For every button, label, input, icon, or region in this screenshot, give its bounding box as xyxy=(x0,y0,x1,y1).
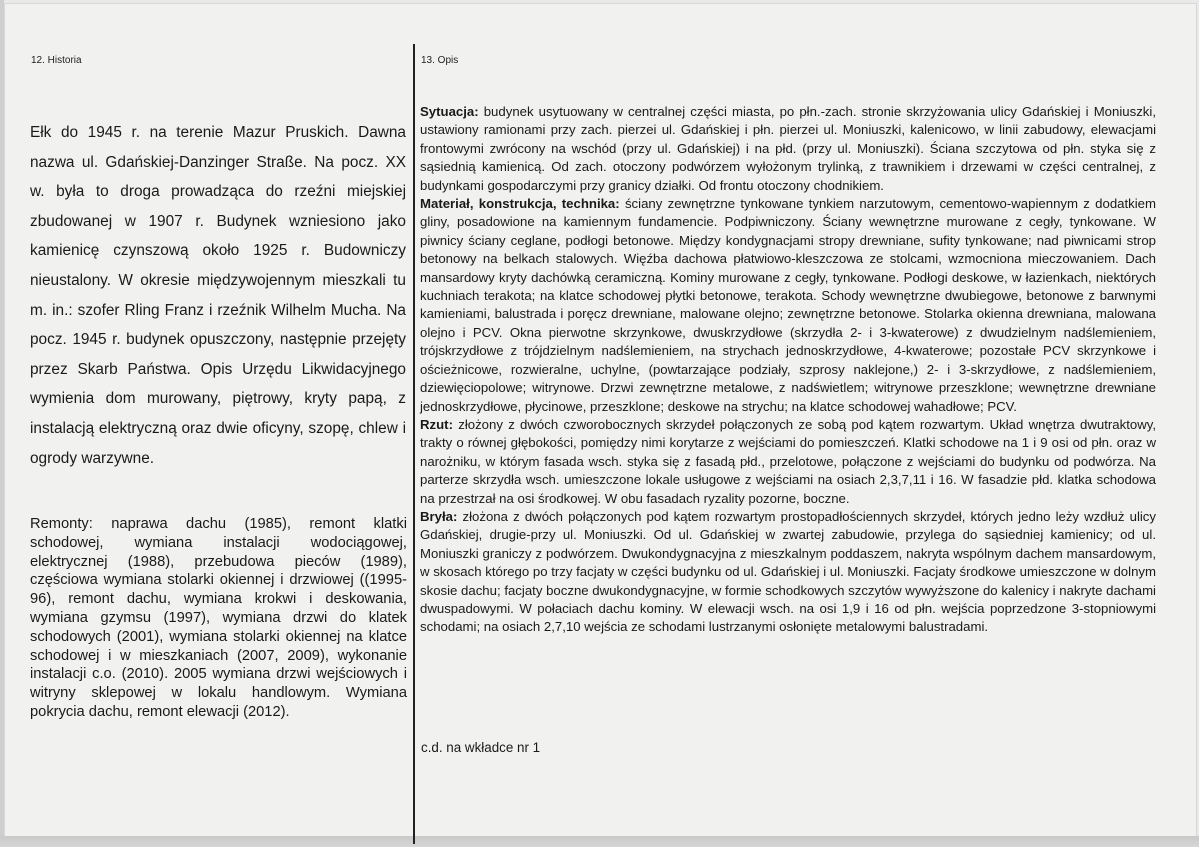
section-text: złożony z dwóch czworobocznych skrzydeł połączonych ze sobą pod kątem rozwartym. Układ wnętrza dwutraktowy, trakty o równej głębokości, pomiędzy nimi korytarze z wejściami do pomieszczeń. Klatki schodowe na 1 i 9 osi od płn. oraz w narożniku, w którym fasada wsch. styka się z fasadą płd., przelotowe, połączone z wejściami do budynku od podwórza. Na parterze skrzydła wsch. umieszczone lokale usługowe z wejściami na osiach 2,3,7,11 i 16. W fasadzie płd. klatka schodowa na przestrzał na osi środkowej. W obu fasadach ryzality pozorne, boczne. xyxy=(420,416,1156,506)
history-section-header: 12. Historia xyxy=(31,55,82,66)
section-text: ściany zewnętrzne tynkowane tynkiem narzutowym, cementowo-wapiennym z dodatkiem gliny, posadowione na kamiennym fundamencie. Podpiwniczony. Ściany wewnętrzne murowane z cegły, tynkowane. W piwnicy ściany ceglane, podłogi betonowe. Między kondygnacjami stropy drewniane, sufity tynkowane; nad piwnicami strop betonowy na belkach stalowych. Więźba dachowa płatwiowo-kleszczowa ze stolcami, wzmocniona mieczowaniem. Dach mansardowy kryty dachówką ceramiczną. Kominy murowane z cegły, tynkowane. Podłogi deskowe, w łazienkach, niektórych kuchniach terakota; na klatce schodowej płytki betonowe, terakota. Schody wewnętrzne dwubiegowe, betonowe z barwnymi kamieniami, balustrada i poręcz drewniane, malowane olejno; zewnętrzne betonowe. Stolarka okienna drewniana, malowana olejno i PCV. Okna pierwotne skrzynkowe, dwuskrzydłowe (skrzydła 2- i 3-kwaterowe) z dwudzielnym nadślemieniem, trójskrzydłowe z trójdzielnym nadślemieniem, na strychach jednoskrzydłowe, 4-kwaterowe; pozostałe PCV skrzynkowe i ościeżnicowe, rozwieralne, uchylne, (powtarzające podziały, szprosy naklejone,) 2- i 3-skrzydłowe, z nadślemieniem, dziewięciopolowe; witrynowe. Drzwi zewnętrzne metalowe, z nadświetlem; witrynowe przeszklone; wewnętrzne drewniane jednoskrzydłowe, płycinowe, przeszklone; deskowe na strychu; na klatce schodowej wahadłowe; PCV. xyxy=(420,196,1156,414)
section-label: Rzut: xyxy=(420,416,453,432)
description-section-header: 13. Opis xyxy=(421,55,459,66)
description-paragraph-situation xyxy=(420,103,1156,195)
section-text: złożona z dwóch połączonych pod kątem rozwartym prostopadłościennych skrzydeł, których jedno leży wzdłuż ulicy Gdańskiej, drugie-przy ul. Moniuszki. Od ul. Gdańskiej w zwartej zabudowie, przylega do sąsiedniej kamienicy; od ul. Moniuszki graniczy z podwórzem. Dwukondygnacyjna z mieszkalnym poddaszem, nakryta wspólnym dachem mansardowym, w skosach którego po trzy facjaty w części budynku od ul. Gdańskiej i ul. Moniuszki. Facjaty środkowe umieszczone w dolnym skosie dachu; facjaty boczne dwukondygnacyjne, w formie schodkowych szczytów wywyższone do kalenicy i nakryte dachami dwuspadowymi. W połaciach dachu kominy. W elewacji wsch. na osi 1,9 i 16 od płn. wejścia poprzedzone 3-stopniowymi schodami; na osiach 2,7,10 wejścia ze schodami lustrzanymi osłonięte metalowymi balustradami. xyxy=(420,508,1156,635)
section-label: Sytuacja: xyxy=(420,104,479,119)
section-label: Bryła: xyxy=(420,508,458,524)
continuation-note: c.d. na wkładce nr 1 xyxy=(421,740,541,755)
section-label: Materiał, konstrukcja, technika: xyxy=(420,196,620,212)
section-text: budynek usytuowany w centralnej części miasta, po płn.-zach. stronie skrzyżowania ulicy Gdańskiej i Moniuszki, ustawiony ramionami przy zach. pierzei ul. Gdańskiej i płn. pierzei ul. Moniuszki, kalenicowo, w linii zabudowy, elewacjami frontowymi zwrócony na wschód (przy ul. Gdańskiej) i na płd. (przy ul. Moniuszki). Ściana szczytowa od płn. styka się z sąsiednią kamienicą. Od zach. otoczony podwórzem wyłożonym trylinką, z trawnikiem i drzewami w części centralnej, z budynkami gospodarczymi przy granicy działki. Od frontu otoczony chodnikiem. xyxy=(420,104,1156,193)
scan-bottom-edge xyxy=(0,836,1199,847)
description-paragraph-mass xyxy=(420,508,1156,637)
history-text: Ełk do 1945 r. na terenie Mazur Pruskich. Dawna nazwa ul. Gdańskiej-Danzinger Straße. Na pocz. XX w. była to droga prowadząca do rzeźni miejskiej zbudowanej w 1907 r. Budynek wzniesiono jako kamienicę czynszową około 1925 r. Budowniczy nieustalony. W okresie międzywojennym mieszkali tu m. in.: szofer Rling Franz i rzeźnik Wilhelm Mucha. Na pocz. 1945 r. budynek opuszczony, następnie przejęty przez Skarb Państwa. Opis Urzędu Likwidacyjnego wymienia dom murowany, piętrowy, kryty papą, z instalacją elektryczną oraz dwie oficyny, szopę, chlew i ogrody warzywne. xyxy=(30,124,406,467)
description-paragraph-plan xyxy=(420,416,1156,508)
description-paragraph-material xyxy=(420,195,1156,416)
column-divider xyxy=(413,44,415,844)
description-body xyxy=(420,103,1156,637)
repairs-text: Remonty: naprawa dachu (1985), remont klatki schodowej, wymiana instalacji wodociągowej, elektrycznej (1988), przebudowa pieców (1989), częściowa wymiana stolarki okiennej i drzwiowej ((1995-96), remont dachu, wymiana krokwi i deskowania, wymiana gzymsu (1997), wymiana drzwi do klatek schodowych (2001), wymiana stolarki okiennej na klatce schodowej i w mieszkaniach (2007, 2009), wykonanie instalacji c.o. (2010). 2005 wymiana drzwi wejściowych i witryny sklepowej w lokalu handlowym. Wymiana pokrycia dachu, remont elewacji (2012). xyxy=(30,516,407,720)
